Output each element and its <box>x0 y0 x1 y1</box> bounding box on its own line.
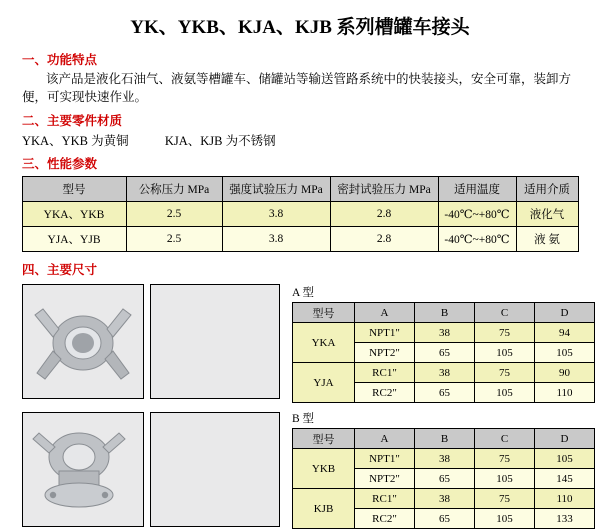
dimb-r0-model: YKB <box>293 449 355 489</box>
dimension-table-a <box>292 302 595 403</box>
dima-r1-c1: NPT2" <box>355 343 415 363</box>
dim-label-a: A 型 <box>292 287 315 300</box>
dima-r1-c3: 105 <box>475 343 535 363</box>
section-heading-features: 一、功能特点 <box>22 53 98 67</box>
dimb-r2-c2: 38 <box>415 489 475 509</box>
material-line <box>22 131 582 149</box>
dimb-col-0: 型号 <box>293 429 355 449</box>
perf-col-1: 公称压力 MPa <box>126 177 222 202</box>
dimb-r0-c2: 38 <box>415 449 475 469</box>
dimb-col-4: D <box>535 429 595 449</box>
dima-r2-model: YJA <box>293 363 355 403</box>
perf-r0-c0: YKA、YKB <box>22 202 126 227</box>
photo-coupling-b <box>22 412 144 527</box>
table-row <box>293 323 595 343</box>
photo-coupling-a-image <box>23 285 143 398</box>
figure-row-a <box>22 284 282 404</box>
dimension-table-b <box>292 428 595 529</box>
photo-coupling-b-image <box>23 413 143 526</box>
perf-col-5: 适用介质 <box>516 177 578 202</box>
dimb-r1-c4: 145 <box>535 469 595 489</box>
perf-r1-c1: 2.5 <box>126 227 222 252</box>
dima-r3-c1: RC2" <box>355 383 415 403</box>
dima-r0-c2: 38 <box>415 323 475 343</box>
dimb-r0-c4: 105 <box>535 449 595 469</box>
dimb-r1-c2: 65 <box>415 469 475 489</box>
dima-r1-c2: 65 <box>415 343 475 363</box>
perf-r1-c0: YJA、YJB <box>22 227 126 252</box>
dim-block-a <box>292 284 594 403</box>
dimb-r3-c2: 65 <box>415 509 475 529</box>
dimb-r2-c4: 110 <box>535 489 595 509</box>
dim-block-b <box>292 410 594 529</box>
table-header-row <box>293 303 595 323</box>
perf-r1-c4: -40℃~+80℃ <box>438 227 516 252</box>
dima-r2-c1: RC1" <box>355 363 415 383</box>
dima-r3-c3: 105 <box>475 383 535 403</box>
dima-r0-c3: 75 <box>475 323 535 343</box>
section-heading-dimensions: 四、主要尺寸 <box>22 263 98 278</box>
table-row <box>22 202 578 227</box>
material-left: YKA、YKB 为黄铜 <box>22 134 129 149</box>
table-row <box>293 449 595 469</box>
material-right: KJA、KJB 为不锈钢 <box>164 134 276 149</box>
figure-row-b <box>22 412 282 532</box>
dimb-r0-c3: 75 <box>475 449 535 469</box>
table-row <box>22 227 578 252</box>
table-header-row <box>22 177 578 202</box>
perf-r0-c5: 液化气 <box>516 202 578 227</box>
dima-r0-model: YKA <box>293 323 355 363</box>
dima-col-0: 型号 <box>293 303 355 323</box>
dimb-col-3: C <box>475 429 535 449</box>
perf-r1-c5: 液 氨 <box>516 227 578 252</box>
table-row <box>293 489 595 509</box>
dimb-r2-c1: RC1" <box>355 489 415 509</box>
dimb-r1-c3: 105 <box>475 469 535 489</box>
perf-col-4: 适用温度 <box>438 177 516 202</box>
dima-r0-c1: NPT1" <box>355 323 415 343</box>
dim-label-b: B 型 <box>292 413 315 426</box>
drawing-coupling-a <box>150 284 280 399</box>
perf-r0-c4: -40℃~+80℃ <box>438 202 516 227</box>
perf-r1-c3: 2.8 <box>330 227 438 252</box>
dima-r2-c3: 75 <box>475 363 535 383</box>
dimb-col-1: A <box>355 429 415 449</box>
dima-col-1: A <box>355 303 415 323</box>
drawing-coupling-a-image <box>279 285 280 398</box>
drawing-coupling-b-image <box>279 413 280 526</box>
dimb-r1-c1: NPT2" <box>355 469 415 489</box>
section-heading-material: 二、主要零件材质 <box>22 114 123 129</box>
dimb-col-2: B <box>415 429 475 449</box>
perf-col-2: 强度试验压力 MPa <box>222 177 330 202</box>
dimb-r0-c1: NPT1" <box>355 449 415 469</box>
dima-r0-c4: 94 <box>535 323 595 343</box>
dima-col-2: B <box>415 303 475 323</box>
dima-r2-c4: 90 <box>535 363 595 383</box>
dimb-r2-model: KJB <box>293 489 355 529</box>
section-heading-performance: 三、性能参数 <box>22 157 98 172</box>
dimb-r3-c3: 105 <box>475 509 535 529</box>
perf-r1-c2: 3.8 <box>222 227 330 252</box>
perf-col-0: 型号 <box>22 177 126 202</box>
dima-col-3: C <box>475 303 535 323</box>
performance-table <box>22 176 579 252</box>
table-header-row <box>293 429 595 449</box>
dimb-r2-c3: 75 <box>475 489 535 509</box>
dima-r1-c4: 105 <box>535 343 595 363</box>
dima-r2-c2: 38 <box>415 363 475 383</box>
dimb-r3-c4: 133 <box>535 509 595 529</box>
perf-col-3: 密封试验压力 MPa <box>330 177 438 202</box>
perf-r0-c2: 3.8 <box>222 202 330 227</box>
drawing-coupling-b <box>150 412 280 527</box>
perf-r0-c1: 2.5 <box>126 202 222 227</box>
dima-col-4: D <box>535 303 595 323</box>
dimensions-area <box>0 284 600 532</box>
page-title: YK、YKB、KJA、KJB 系列槽罐车接头 <box>130 17 470 38</box>
dima-r3-c4: 110 <box>535 383 595 403</box>
dima-r3-c2: 65 <box>415 383 475 403</box>
perf-r0-c3: 2.8 <box>330 202 438 227</box>
features-body: 该产品是液化石油气、液氨等槽罐车、储罐站等输送管路系统中的快装接头，安全可靠，装卸方便，可实现快速作业。 <box>22 72 572 105</box>
photo-coupling-a <box>22 284 144 399</box>
table-row <box>293 363 595 383</box>
dimb-r3-c1: RC2" <box>355 509 415 529</box>
